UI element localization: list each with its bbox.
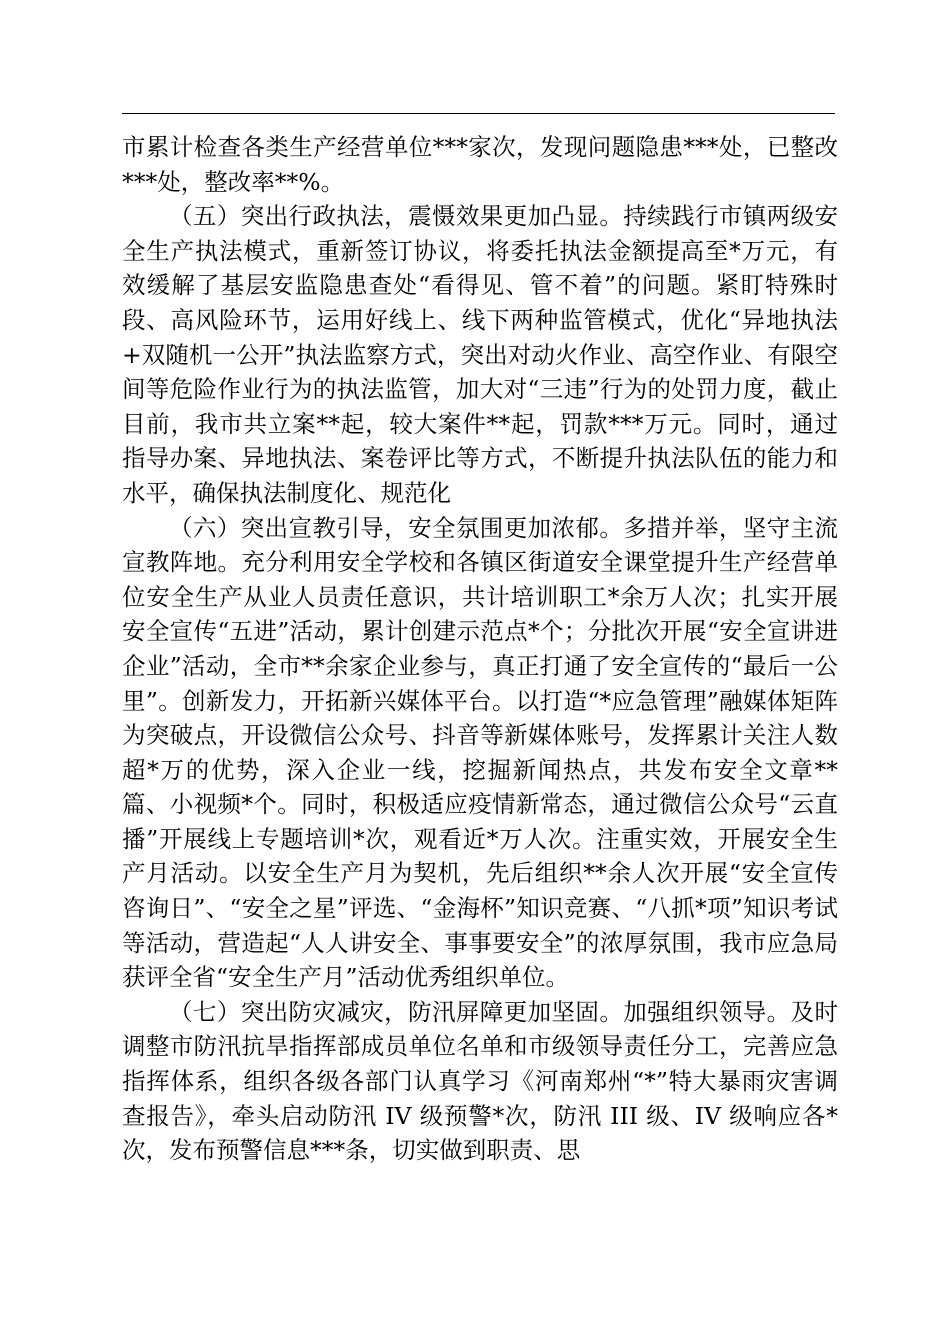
paragraph-section-6: （六）突出宣教引导，安全氛围更加浓郁。多措并举，坚守主流宣教阵地。充分利用安全学校和各镇区街道安全课堂提升生产经营单位安全生产从业人员责任意识，共计培训职工*余万人次；扎实开展安全宣传“五进”活动，累计创建示范点*个；分批次开展“安全宣讲进企业”活动，全市**余家企业参与，真正打通了安全宣传的“最后一公里”。创新发力，开拓新兴媒体平台。以打造“*应急管理”融媒体矩阵为突破点，开设微信公众号、抖音等新媒体账号，发挥累计关注人数超*万的优势，深入企业一线，挖掘新闻热点，共发布安全文章**篇、小视频*个。同时，积极适应疫情新常态，通过微信公众号“云直播”开展线上专题培训*次，观看近*万人次。注重实效，开展安全生产月活动。以安全生产月为契机，先后组织**余人次开展“安全宣传咨询日”、“安全之星”评选、“金海杯”知识竞赛、“八抓*项”知识考试等活动，营造起“人人讲安全、事事要安全”的浓厚氛围，我市应急局获评全省“安全生产月”活动优秀组织单位。 [122,513,838,992]
document-body [122,130,838,1168]
paragraph-section-5: （五）突出行政执法，震慑效果更加凸显。持续践行市镇两级安全生产执法模式，重新签订协议，将委托执法金额提高至*万元，有效缓解了基层安监隐患查处“看得见、管不着”的问题。紧盯特殊时段、高风险环节，运用好线上、线下两种监管模式，优化“异地执法+双随机一公开”执法监察方式，突出对动火作业、高空作业、有限空间等危险作业行为的执法监管，加大对“三违”行为的处罚力度，截止目前，我市共立案**起，较大案件**起，罚款***万元。同时，通过指导办案、异地执法、案卷评比等方式，不断提升执法队伍的能力和水平，确保执法制度化、规范化 [122,202,838,507]
header-rule [122,113,835,114]
paragraph-continuation: 市累计检查各类生产经营单位***家次，发现问题隐患***处，已整改***处，整改率**%。 [122,133,838,196]
paragraph-section-7: （七）突出防灾减灾，防汛屏障更加坚固。加强组织领导。及时调整市防汛抗旱指挥部成员单位名单和市级领导责任分工，完善应急指挥体系，组织各级各部门认真学习《河南郑州“*”特大暴雨灾害调查报告》，牵头启动防汛 IV 级预警*次，防汛 III 级、IV 级响应各*次，发布预警信息***条，切实做到职责、思 [122,997,838,1165]
